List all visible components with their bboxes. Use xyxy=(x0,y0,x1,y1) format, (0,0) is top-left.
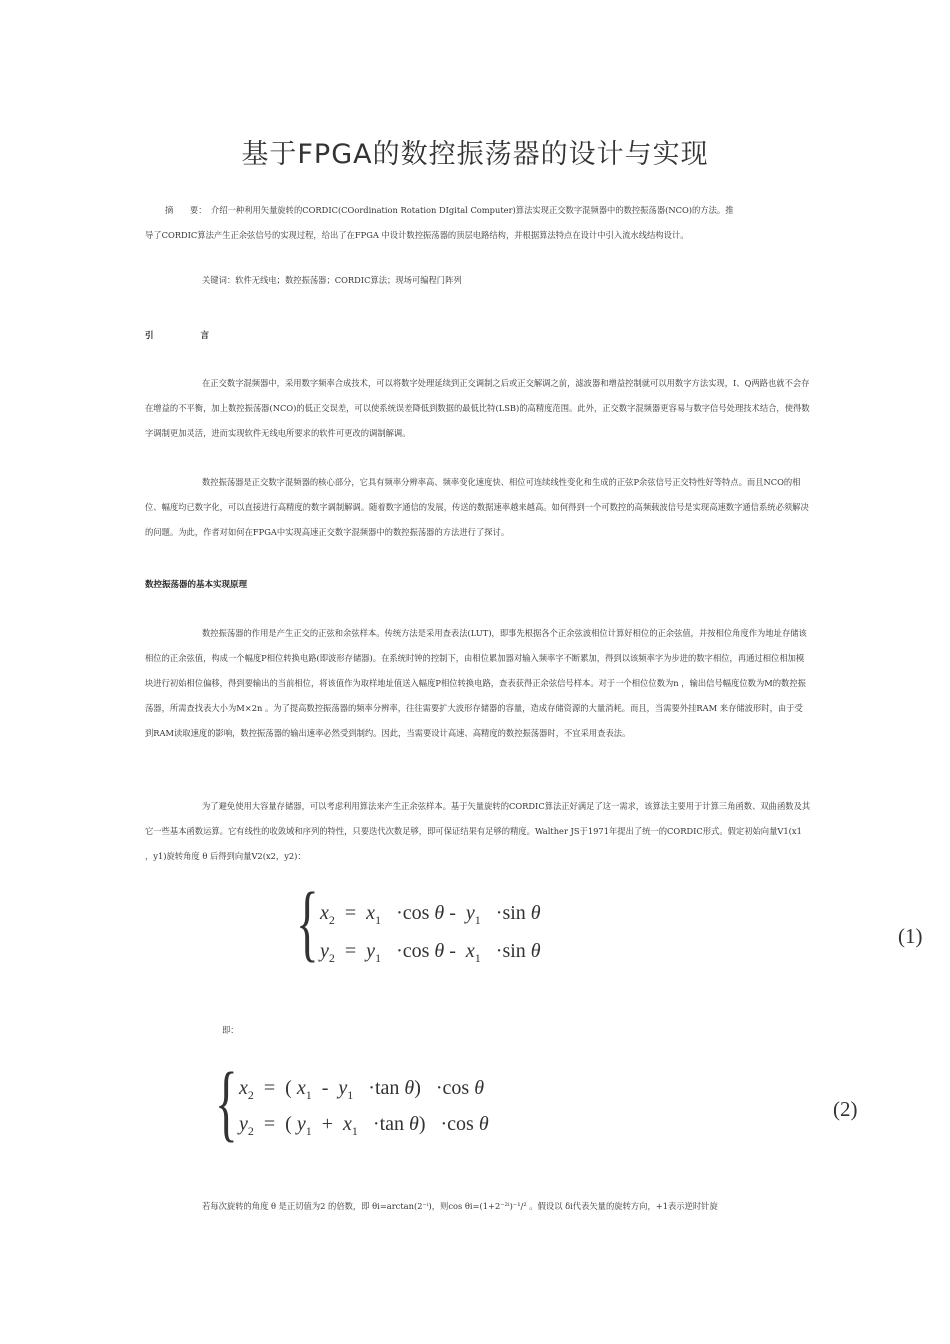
intro-paragraph-2: 数控振荡器是正交数字混频器的核心部分，它具有频率分辨率高、频率变化速度快、相位可连续线性变化和生成的正弦P余弦信号正交特性好等特点。而且NCO的相位、幅度均已数字化，可以直接进行高精度的数字调制解调。随着数字通信的发展，传送的数据速率越来越高。如何得到一个可数控的高频载波信号是实现高速数字通信系统必须解决的问题。为此，作者对如何在FPGA中实现高速正交数字混频器中的数控振荡器的方法进行了探讨。 xyxy=(145,477,809,537)
abstract-line-2: 导了CORDIC算法产生正余弦信号的实现过程，给出了在FPGA 中设计数控振荡器的顶层电路结构，并根据算法特点在设计中引入流水线结构设计。 xyxy=(145,230,689,240)
keywords: 关键词：软件无线电；数控振荡器；CORDIC算法；现场可编程门阵列 xyxy=(202,275,462,285)
abstract-line-1: 介绍一种利用矢量旋转的CORDIC(COordination Rotation DIgital Computer)算法实现正交数字混频器中的数控振荡器(NCO)的方法。推 xyxy=(211,205,734,215)
last-line: 若每次旋转的角度 θ 是正切值为2 的倍数，即 θi=arctan(2⁻ⁱ)，则cos θi=(1+2⁻²ⁱ)⁻¹/² 。假设以 δi代表矢量的旋转方向，+1表示逆时针旋 xyxy=(202,1201,718,1211)
equation-1: { $x_2 = x_1 \cdot\cos$ $\theta - y_1 \cdot\sin$ θ $y_2 = y_1 \cdot\cos$ $\theta - x_1 \cdot\sin$ θ xyxy=(296,874,541,970)
equation-2-number: (2) xyxy=(833,1097,858,1121)
ji-label: 即： xyxy=(222,1025,239,1035)
equation-1-number: (1) xyxy=(898,924,923,948)
paper-title: 基于FPGA的数控振荡器的设计与实现 xyxy=(241,139,709,170)
abstract xyxy=(145,198,811,248)
principle-paragraph-2: 为了避免使用大容量存储器，可以考虑利用算法来产生正余弦样本。基于矢量旋转的CORDIC算法正好满足了这一需求，该算法主要用于计算三角函数、双曲函数及其它一些基本函数运算。它有线性的收敛域和序列的特性，只要迭代次数足够，即可保证结果有足够的精度。Walther JS于1971年提出了统一的CORDIC形式。假定初始向量V1(x1 ，y1)旋转角度 θ 后得到向量V2(x2，y2)： xyxy=(145,801,811,861)
heading-intro-char-1: 引 xyxy=(145,331,154,341)
intro-paragraph-1: 在正交数字混频器中，采用数字频率合成技术，可以将数字处理延续到正交调制之后或正交解调之前，滤波器和增益控制就可以用数字方法实现，I、Q两路也就不会存在增益的不平衡，加上数控振荡器(NCO)的低正交误差，可以使系统误差降低到数据的最低比特(LSB)的高精度范围。此外，正交数字混频器更容易与数字信号处理技术结合，使得数字调制更加灵活，进而实现软件无线电所要求的软件可更改的调制解调。 xyxy=(145,378,810,438)
heading-intro-char-2: 言 xyxy=(200,331,210,341)
abstract-label: 摘 要： xyxy=(165,205,207,215)
principle-paragraph-1: 数控振荡器的作用是产生正交的正弦和余弦样本。传统方法是采用查表法(LUT)，即事先根据各个正余弦波相位计算好相位的正余弦值，并按相位角度作为地址存储该相位的正余弦值，构成一个幅度P相位转换电路(即波形存储器)。在系统时钟的控制下，由相位累加器对输入频率字不断累加，得到以该频率字为步进的数字相位，再通过相位相加模块进行初始相位偏移，得到要输出的当前相位，将该值作为取样地址值送入幅度P相位转换电路，查表获得正余弦信号样本。对于一个相位位数为n ，输出信号幅度位数为M的数控振荡器，所需查找表大小为M×2n 。为了提高数控振荡器的频率分辨率，往往需要扩大波形存储器的容量，造成存储资源的大量消耗。而且，当需要外挂RAM 来存储波形时，由于受到RAM读取速度的影响，数控振荡器的输出速率必然受到制约。因此，当需要设计高速、高精度的数控振荡器时，不宜采用查表法。 xyxy=(145,628,807,738)
section-heading-principle: 数控振荡器的基本实现原理 xyxy=(145,580,248,590)
equation-2: { $x_2$ = ( $x_1 - y_1 \cdot\tan$ θ) ·cos θ $y_2$ = ( $y_1 + x_1 \cdot\tan$ θ) ·cos θ xyxy=(215,1054,489,1150)
section-heading-intro xyxy=(145,329,209,341)
